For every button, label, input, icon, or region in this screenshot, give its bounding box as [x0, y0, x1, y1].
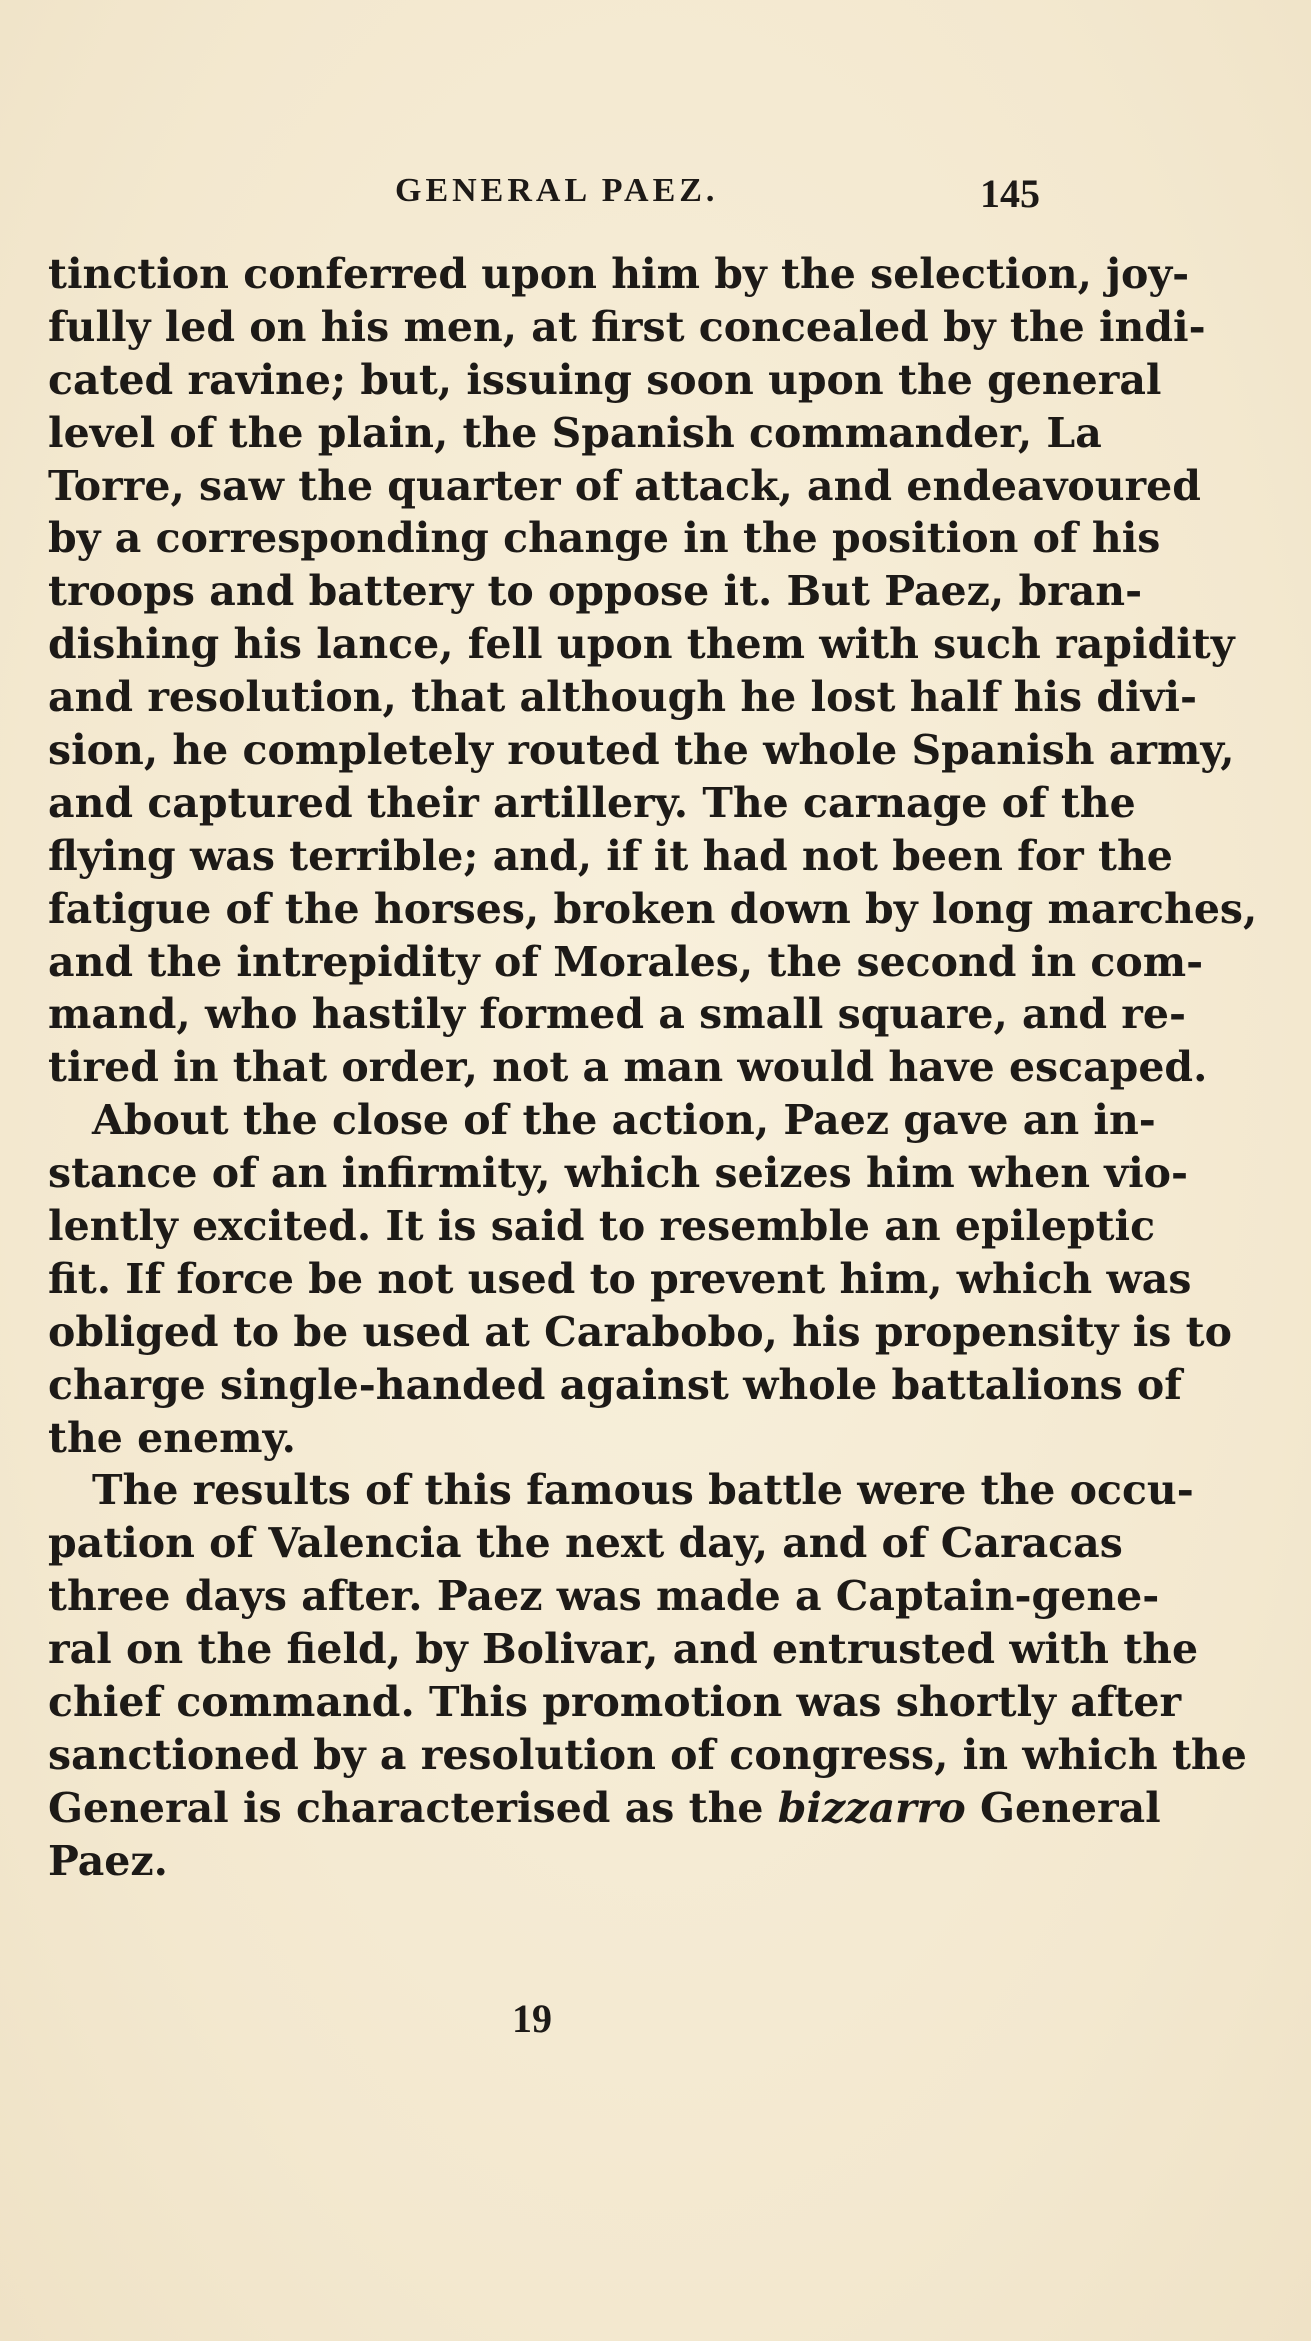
text-line: the enemy.: [48, 1413, 296, 1462]
text-line: level of the plain, the Spanish commander, La: [48, 408, 1102, 457]
text-line: and resolution, that although he lost half his divi-: [48, 673, 1198, 722]
text-line: cated ravine; but, issuing soon upon the general: [48, 355, 1162, 404]
text-line: Paez.: [48, 1836, 168, 1885]
page-number: 145: [980, 171, 1040, 216]
running-title: GENERAL PAEZ.: [395, 172, 719, 209]
text-line: fatigue of the horses, broken down by long marches,: [48, 884, 1258, 933]
text-line: troops and battery to oppose it. But Paez, bran-: [48, 567, 1143, 616]
text-line: three days after. Paez was made a Captain-gene-: [48, 1572, 1160, 1621]
text-line: Torre, saw the quarter of attack, and endeavoured: [48, 461, 1201, 510]
text-line: sion, he completely routed the whole Spanish army,: [48, 726, 1235, 775]
text-line: tinction conferred upon him by the selection, joy-: [48, 250, 1190, 298]
text-line: and captured their artillery. The carnage of the: [48, 778, 1136, 827]
text-line: pation of Valencia the next day, and of Caracas: [48, 1519, 1123, 1568]
text-line: fit. If force be not used to prevent him, which was: [48, 1254, 1192, 1303]
paragraph-start-line: About the close of the action, Paez gave an in-: [92, 1096, 1156, 1145]
text-line: flying was terrible; and, if it had not been for the: [48, 831, 1173, 880]
text-line: obliged to be used at Carabobo, his propensity is to: [48, 1307, 1232, 1356]
text-line-with-italic: [48, 1782, 1161, 1835]
text-line: by a corresponding change in the position of his: [48, 514, 1161, 563]
text-line: lently excited. It is said to resemble an epileptic: [48, 1202, 1156, 1251]
text-line: fully led on his men, at first concealed by the indi-: [48, 302, 1206, 351]
italic-word: bizzarro: [777, 1783, 966, 1832]
text-line: dishing his lance, fell upon them with such rapidity: [48, 620, 1235, 669]
text-line: sanctioned by a resolution of congress, in which the: [48, 1730, 1247, 1779]
text-line-tail: General: [965, 1783, 1161, 1832]
paragraph-start-line: The results of this famous battle were the occu-: [92, 1466, 1194, 1515]
text-line: chief command. This promotion was shortly after: [48, 1678, 1182, 1727]
text-line: stance of an infirmity, which seizes him when vio-: [48, 1149, 1189, 1198]
text-line: charge single-handed against whole battalions of: [48, 1360, 1182, 1409]
text-line: tired in that order, not a man would have escaped.: [48, 1043, 1208, 1092]
text-line: mand, who hastily formed a small square, and re-: [48, 990, 1187, 1039]
text-line: ral on the field, by Bolivar, and entrusted with the: [48, 1625, 1199, 1674]
text-line-head: General is characterised as the: [48, 1783, 778, 1832]
text-line: and the intrepidity of Morales, the second in com-: [48, 937, 1204, 986]
body-text: [48, 248, 1258, 1888]
signature-mark: 19: [512, 1996, 552, 2041]
